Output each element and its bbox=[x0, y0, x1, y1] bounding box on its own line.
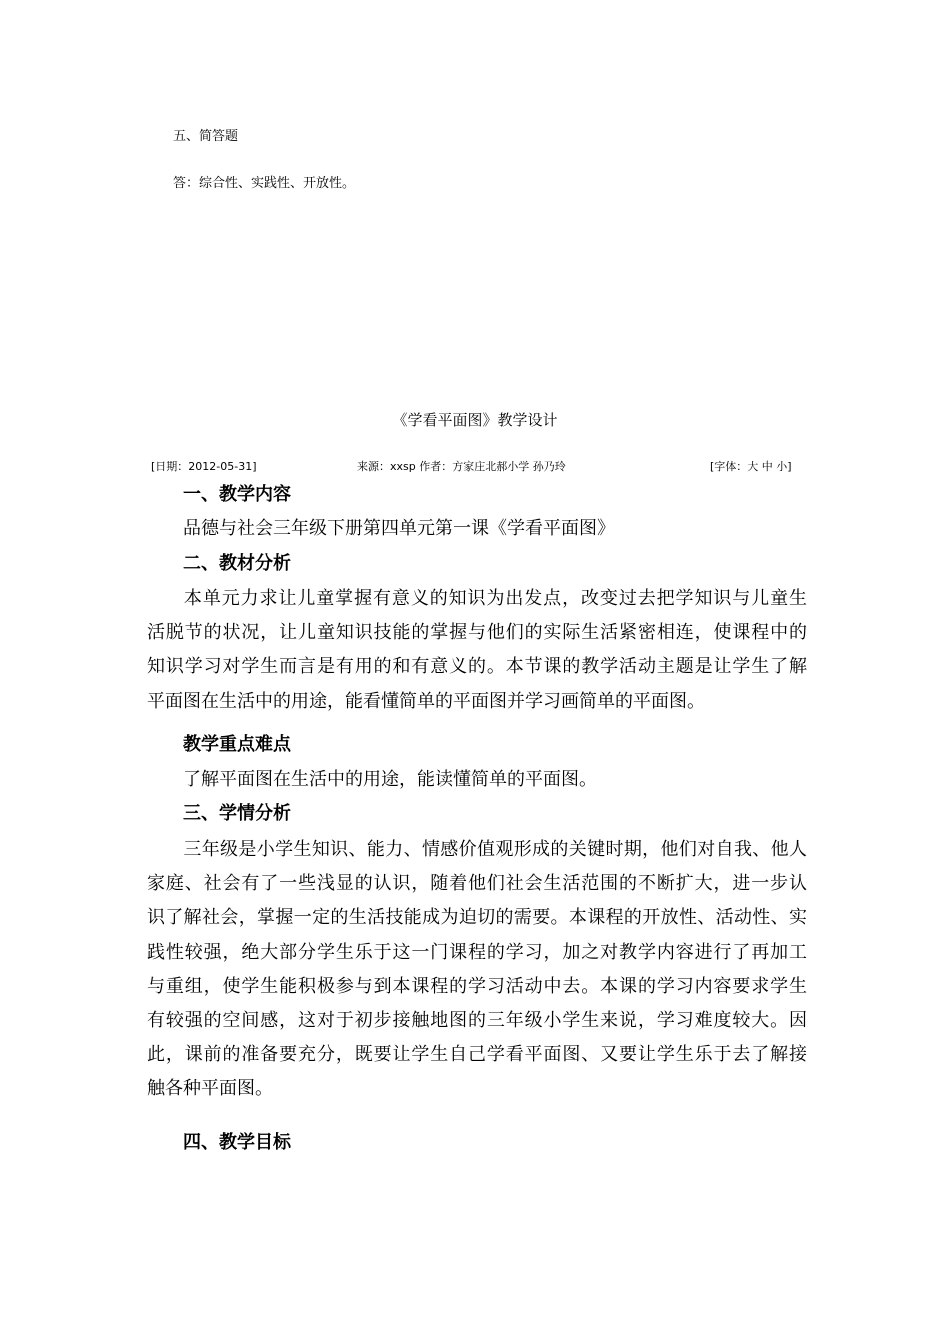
paragraph-line: 与重组，使学生能积极参与到本课程的学习活动中去。本课的学习内容要求学生 bbox=[147, 975, 807, 997]
paragraph-material-analysis bbox=[147, 582, 807, 719]
quiz-answer: 答：综合性、实践性、开放性。 bbox=[173, 176, 356, 191]
section-heading-key-points: 教学重点难点 bbox=[183, 734, 291, 755]
paragraph-line: 活脱节的状况，让儿童知识技能的掌握与他们的实际生活紧密相连，使课程中的 bbox=[147, 622, 807, 644]
paragraph-line: 平面图在生活中的用途，能看懂简单的平面图并学习画简单的平面图。 bbox=[147, 690, 705, 712]
paragraph-line: 知识学习对学生而言是有用的和有意义的。本节课的教学活动主题是让学生了解 bbox=[147, 656, 807, 678]
section-heading-teaching-goals: 四、教学目标 bbox=[183, 1132, 291, 1153]
paragraph-line: 此，课前的准备要充分，既要让学生自己学看平面图、又要让学生乐于去了解接 bbox=[147, 1044, 807, 1066]
section-heading-content: 一、教学内容 bbox=[183, 484, 291, 505]
paragraph-line: 触各种平面图。 bbox=[147, 1078, 273, 1100]
section-heading-material-analysis: 二、教材分析 bbox=[183, 553, 291, 574]
paragraph-line: 践性较强，绝大部分学生乐于这一门课程的学习，加之对教学内容进行了再加工 bbox=[147, 941, 807, 963]
paragraph-line: 三年级是小学生知识、能力、情感价值观形成的关键时期，他们对自我、他人 bbox=[183, 839, 807, 860]
paragraph-line: 本单元力求让儿童掌握有意义的知识为出发点，改变过去把学知识与儿童生 bbox=[183, 588, 807, 609]
section-text-key-points: 了解平面图在生活中的用途，能读懂简单的平面图。 bbox=[183, 769, 597, 790]
paragraph-line: 家庭、社会有了一些浅显的认识，随着他们社会生活范围的不断扩大，进一步认 bbox=[147, 873, 807, 895]
quiz-section-heading: 五、简答题 bbox=[173, 129, 239, 144]
paragraph-line: 有较强的空间感，这对于初步接触地图的三年级小学生来说，学习难度较大。因 bbox=[147, 1010, 807, 1032]
article-title: 《学看平面图》教学设计 bbox=[392, 411, 558, 429]
paragraph-student-analysis bbox=[147, 833, 807, 1107]
section-heading-student-analysis: 三、学情分析 bbox=[183, 803, 291, 824]
font-size-selector[interactable]: [字体：大 中 小] bbox=[710, 460, 792, 473]
section-text-content: 品德与社会三年级下册第四单元第一课《学看平面图》 bbox=[183, 518, 615, 539]
article-source-author: 来源：xxsp 作者：方家庄北郝小学 孙乃玲 bbox=[357, 460, 566, 473]
article-date: [日期：2012-05-31] bbox=[151, 460, 257, 473]
paragraph-line: 识了解社会，掌握一定的生活技能成为迫切的需要。本课程的开放性、活动性、实 bbox=[147, 907, 807, 929]
